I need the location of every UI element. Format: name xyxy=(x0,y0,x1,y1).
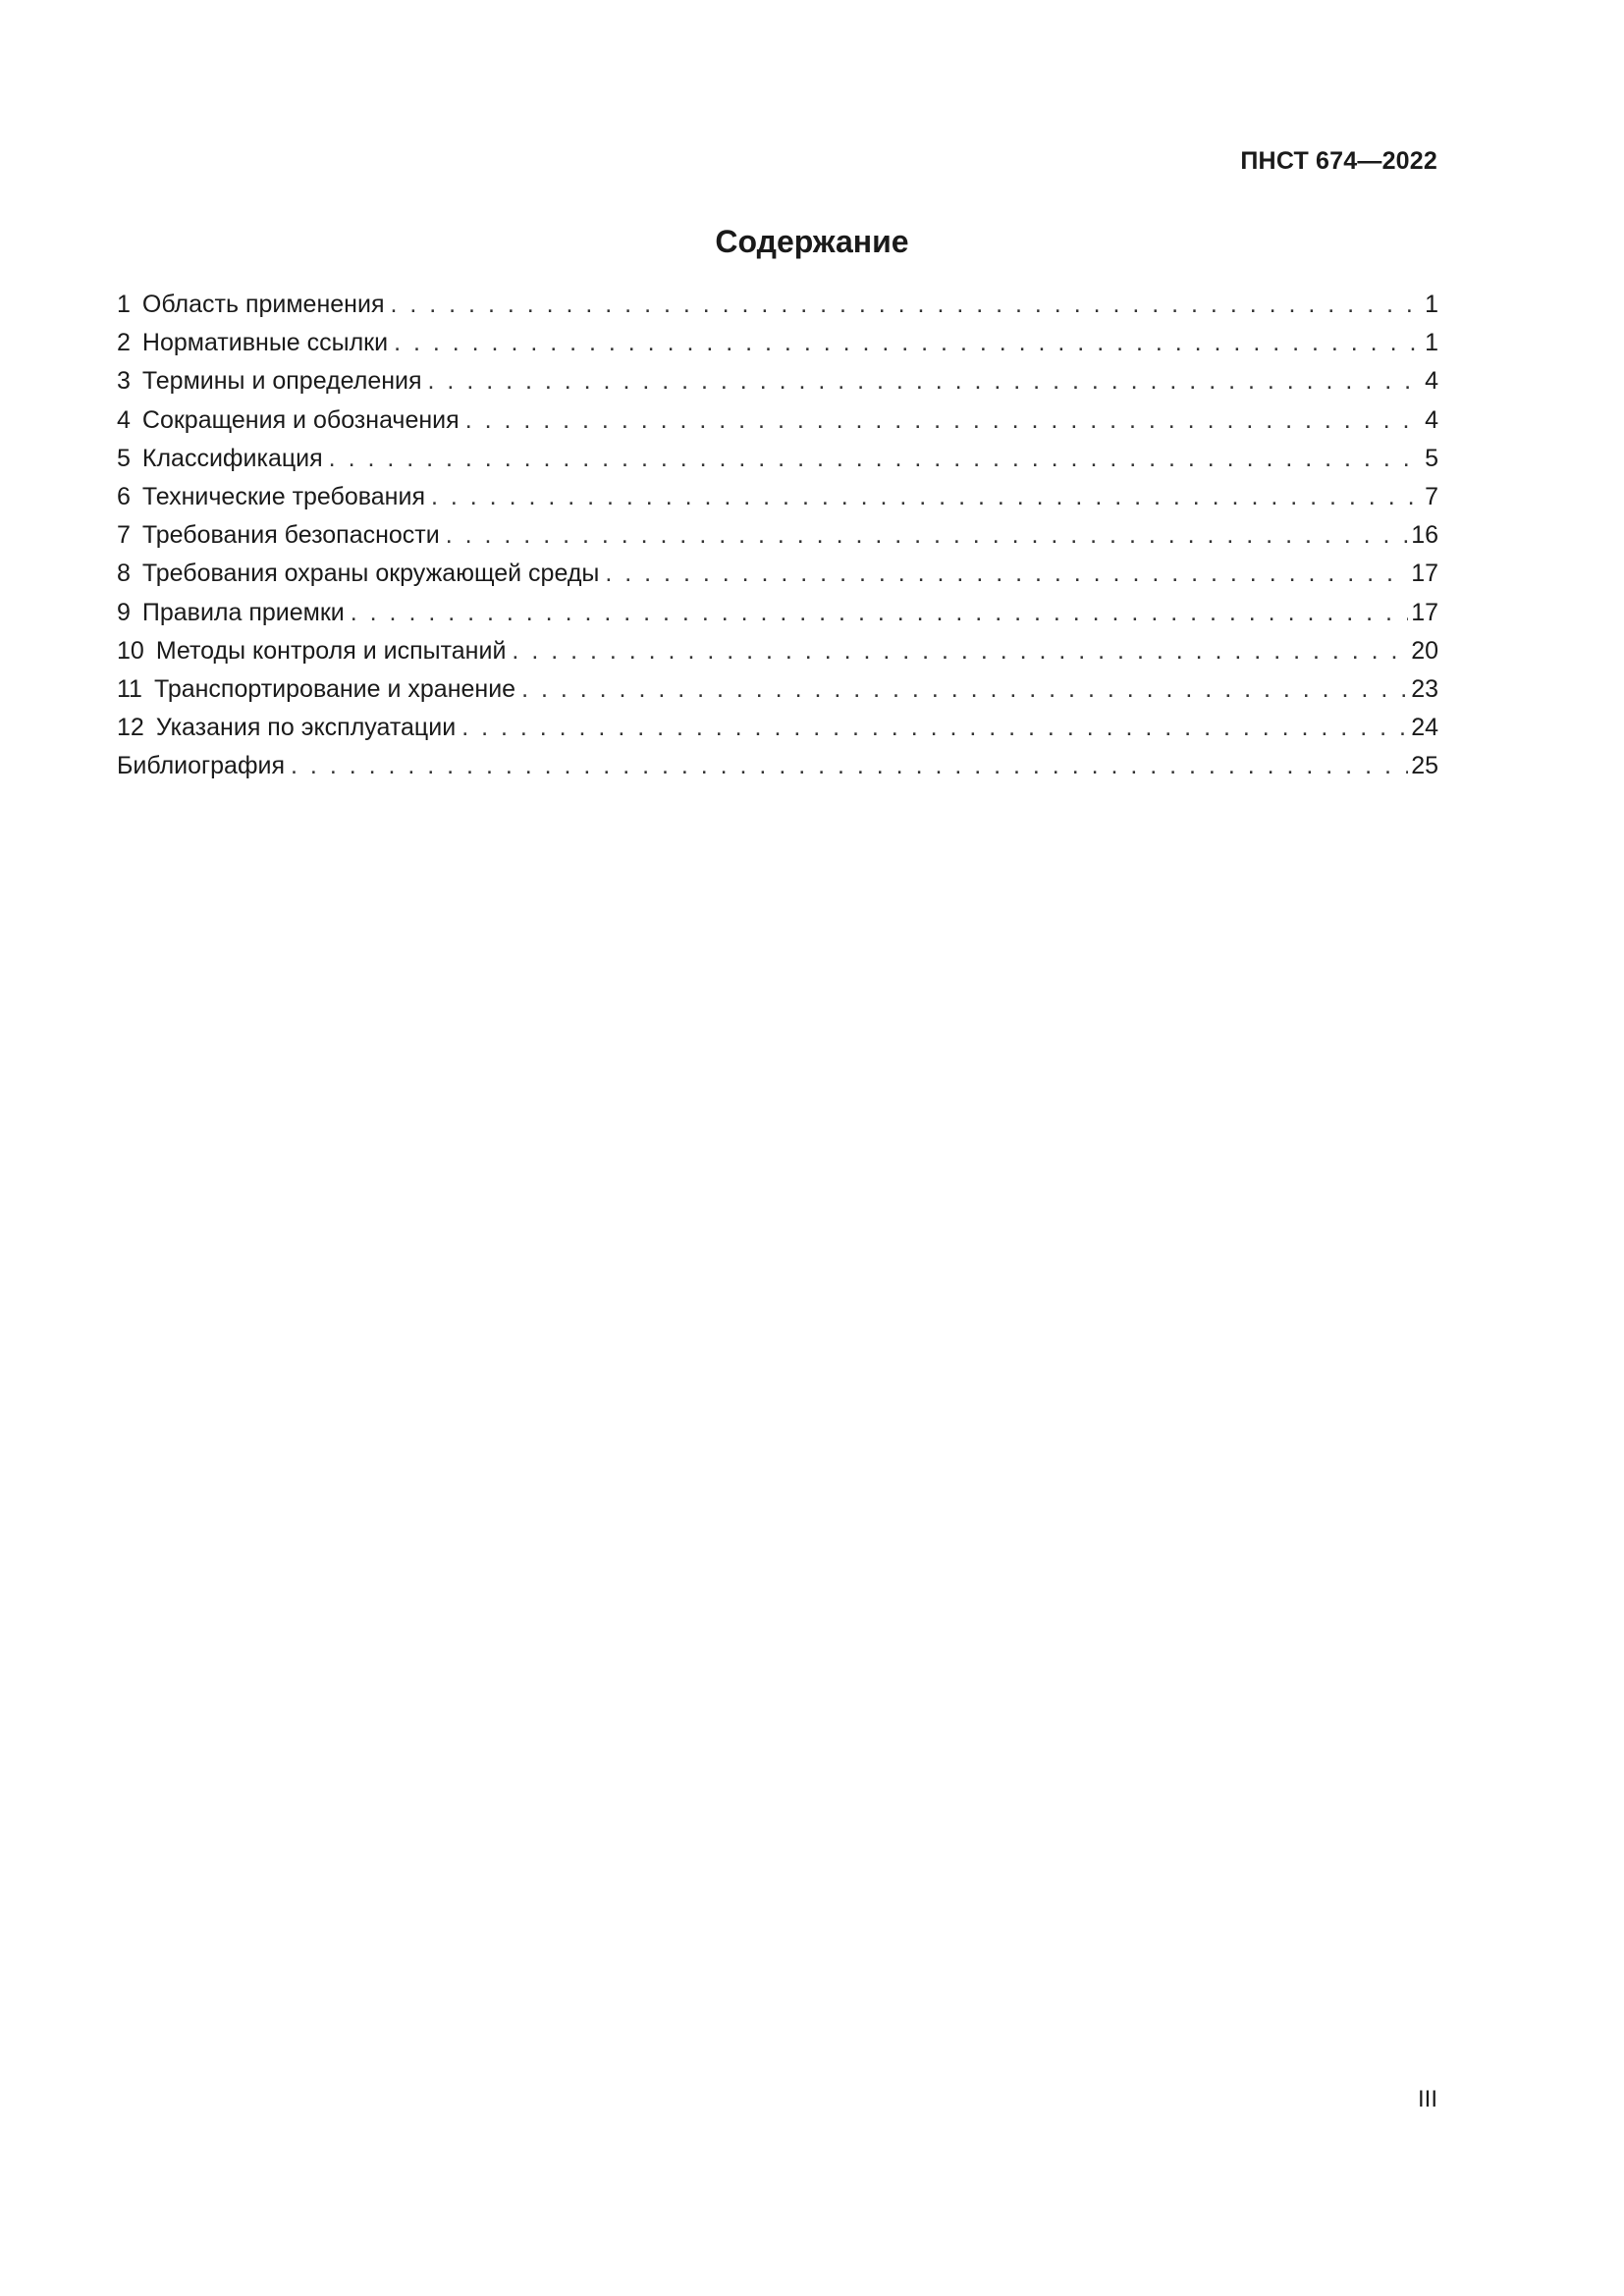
table-of-contents xyxy=(117,291,1438,790)
toc-entry[interactable] xyxy=(117,445,1438,483)
toc-entry[interactable] xyxy=(117,637,1438,675)
toc-entry-page: 5 xyxy=(1425,444,1438,472)
toc-dot-leader xyxy=(431,483,1422,511)
toc-entry-number: 12 xyxy=(117,714,144,742)
toc-entry[interactable] xyxy=(117,521,1438,560)
toc-dot-leader xyxy=(351,599,1408,627)
toc-entry-page: 1 xyxy=(1425,329,1438,357)
toc-entry-label: Библиография xyxy=(117,752,286,780)
toc-entry-number: 3 xyxy=(117,367,131,396)
toc-entry-page: 20 xyxy=(1411,636,1438,665)
toc-entry-label: Сокращения и обозначения xyxy=(141,405,460,434)
toc-dot-leader xyxy=(390,291,1422,319)
toc-entry[interactable] xyxy=(117,291,1438,329)
toc-entry-page: 17 xyxy=(1411,598,1438,626)
toc-dot-leader xyxy=(512,637,1408,666)
toc-dot-leader xyxy=(446,521,1408,550)
toc-dot-leader xyxy=(465,406,1422,435)
toc-entry-bibliography[interactable] xyxy=(117,752,1438,790)
toc-dot-leader xyxy=(329,445,1422,473)
toc-entry-number: 10 xyxy=(117,636,144,665)
toc-title: Содержание xyxy=(715,224,909,259)
toc-entry[interactable] xyxy=(117,675,1438,714)
toc-entry-page: 24 xyxy=(1411,714,1438,742)
toc-entry-label: Область применения xyxy=(141,291,385,318)
toc-entry-label: Классификация xyxy=(141,444,323,472)
toc-entry[interactable] xyxy=(117,367,1438,405)
toc-entry-page: 7 xyxy=(1425,482,1438,510)
toc-entry-label: Технические требования xyxy=(141,482,425,510)
toc-dot-leader xyxy=(394,329,1422,357)
toc-entry[interactable] xyxy=(117,483,1438,521)
toc-entry-label: Правила приемки xyxy=(141,598,345,626)
toc-entry-page: 4 xyxy=(1425,367,1438,396)
toc-entry-number: 9 xyxy=(117,598,131,626)
toc-entry-page: 23 xyxy=(1411,674,1438,703)
toc-entry-number: 6 xyxy=(117,482,131,510)
document-code: ПНСТ 674—2022 xyxy=(1240,147,1437,175)
toc-entry[interactable] xyxy=(117,329,1438,367)
toc-entry-page: 17 xyxy=(1411,560,1438,588)
toc-entry-label: Указания по эксплуатации xyxy=(155,714,457,742)
toc-entry[interactable] xyxy=(117,599,1438,637)
toc-dot-leader xyxy=(521,675,1408,704)
toc-dot-leader xyxy=(428,367,1423,396)
toc-entry-page: 4 xyxy=(1425,405,1438,434)
toc-dot-leader xyxy=(461,714,1408,742)
toc-entry[interactable] xyxy=(117,406,1438,445)
toc-entry-label: Методы контроля и испытаний xyxy=(155,636,507,665)
toc-dot-leader xyxy=(605,560,1408,588)
page-number: III xyxy=(1417,2086,1437,2112)
toc-entry-number: 8 xyxy=(117,560,131,588)
toc-dot-leader xyxy=(291,752,1408,780)
toc-entry-number: 7 xyxy=(117,521,131,550)
toc-entry-number: 5 xyxy=(117,444,131,472)
toc-entry-number: 4 xyxy=(117,405,131,434)
toc-entry-label: Требования безопасности xyxy=(141,521,440,550)
toc-entry-label: Нормативные ссылки xyxy=(141,329,389,357)
toc-entry[interactable] xyxy=(117,714,1438,752)
toc-entry-page: 16 xyxy=(1411,521,1438,550)
toc-entry-label: Термины и определения xyxy=(141,367,422,396)
toc-entry-number: 11 xyxy=(117,674,142,703)
toc-entry-number: 1 xyxy=(117,291,131,318)
toc-entry-label: Транспортирование и хранение xyxy=(153,674,516,703)
toc-entry-number: 2 xyxy=(117,329,131,357)
toc-entry-label: Требования охраны окружающей среды xyxy=(141,560,600,588)
toc-entry[interactable] xyxy=(117,560,1438,598)
toc-entry-page: 1 xyxy=(1425,291,1438,318)
toc-entry-page: 25 xyxy=(1411,752,1438,780)
